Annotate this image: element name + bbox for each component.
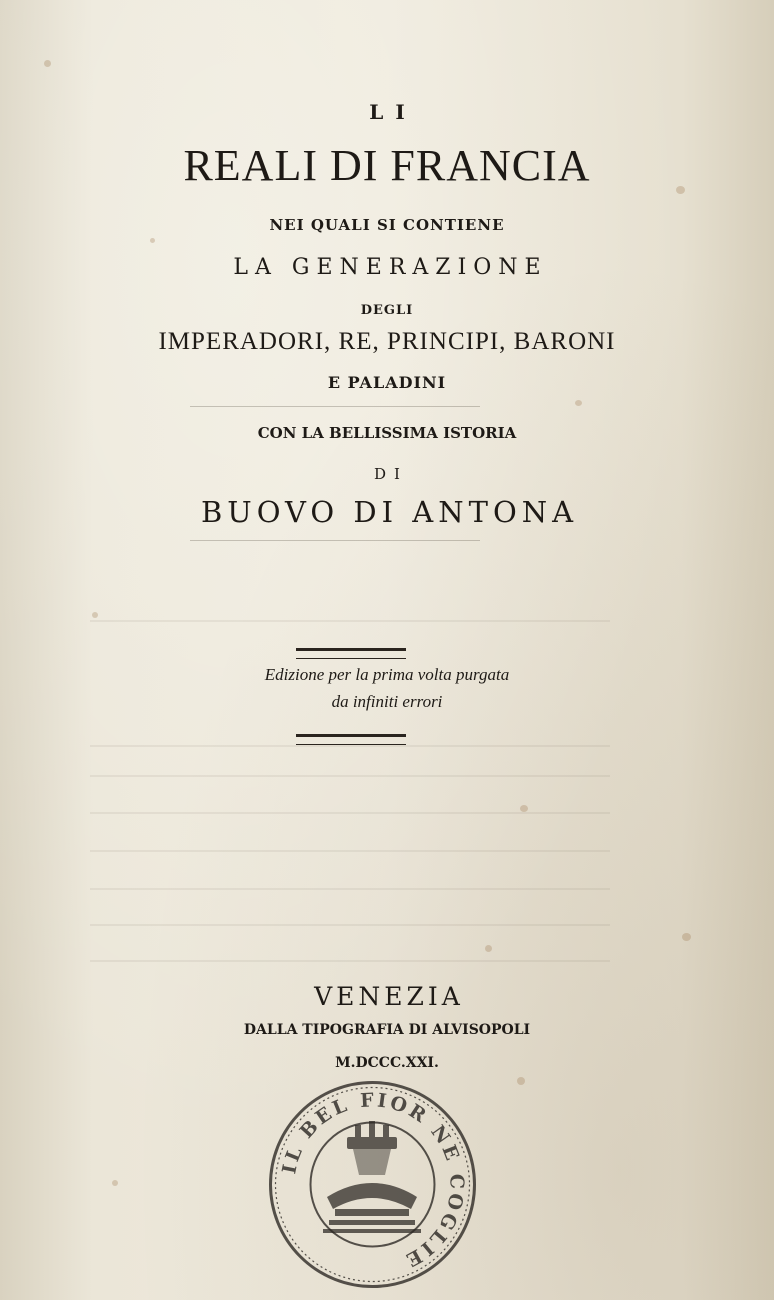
show-through [90, 924, 610, 926]
subtitle-line-6: CON LA BELLISSIMA ISTORIA [257, 424, 517, 442]
svg-text:IL BEL FIOR NE COGLIE [278, 1089, 467, 1272]
main-title: REALI DI FRANCIA [183, 141, 591, 190]
foxing-spot [92, 612, 98, 618]
stamp-emblem [323, 1121, 421, 1233]
foxing-spot [150, 238, 155, 243]
show-through [90, 745, 610, 747]
foxing-spot [44, 60, 51, 67]
subtitle-line-3: DEGLI [360, 303, 414, 318]
show-through [90, 850, 610, 852]
ornamental-rule-bottom [296, 734, 406, 745]
show-through [90, 775, 610, 777]
subtitle-line-4: IMPERADORI, RE, PRINCIPI, BARONI [158, 328, 616, 355]
subtitle-line-2: LA GENERAZIONE [233, 255, 548, 280]
library-stamp [265, 1077, 480, 1292]
show-through [90, 812, 610, 814]
show-through [90, 620, 610, 622]
foxing-spot [682, 933, 691, 941]
imprint-place: VENEZIA [314, 982, 464, 1011]
edition-note-line-1: Edizione per la prima volta purgata [264, 665, 510, 684]
show-through [90, 960, 610, 962]
stamp-inscription: IL BEL FIOR NE COGLIE [278, 1089, 468, 1273]
subtitle-line-1: NEI QUALI SI CONTIENE [269, 216, 505, 234]
imprint-printer: DALLA TIPOGRAFIA DI ALVISOPOLI [243, 1022, 531, 1038]
divider-rule [190, 540, 480, 541]
title-article: LI [369, 100, 417, 124]
foxing-spot [575, 400, 582, 406]
show-through [90, 888, 610, 890]
imprint-year: M.DCCC.XXI. [335, 1055, 439, 1071]
foxing-spot [517, 1077, 525, 1085]
foxing-spot [520, 805, 528, 812]
secondary-title: BUOVO DI ANTONA [200, 495, 579, 529]
subtitle-line-7: DI [374, 465, 408, 483]
subtitle-line-5: E PALADINI [327, 373, 447, 392]
divider-rule [190, 406, 480, 407]
foxing-spot [112, 1180, 118, 1186]
edition-note-line-2: da infiniti errori [331, 692, 443, 711]
foxing-spot [485, 945, 492, 952]
ornamental-rule-top [296, 648, 406, 659]
